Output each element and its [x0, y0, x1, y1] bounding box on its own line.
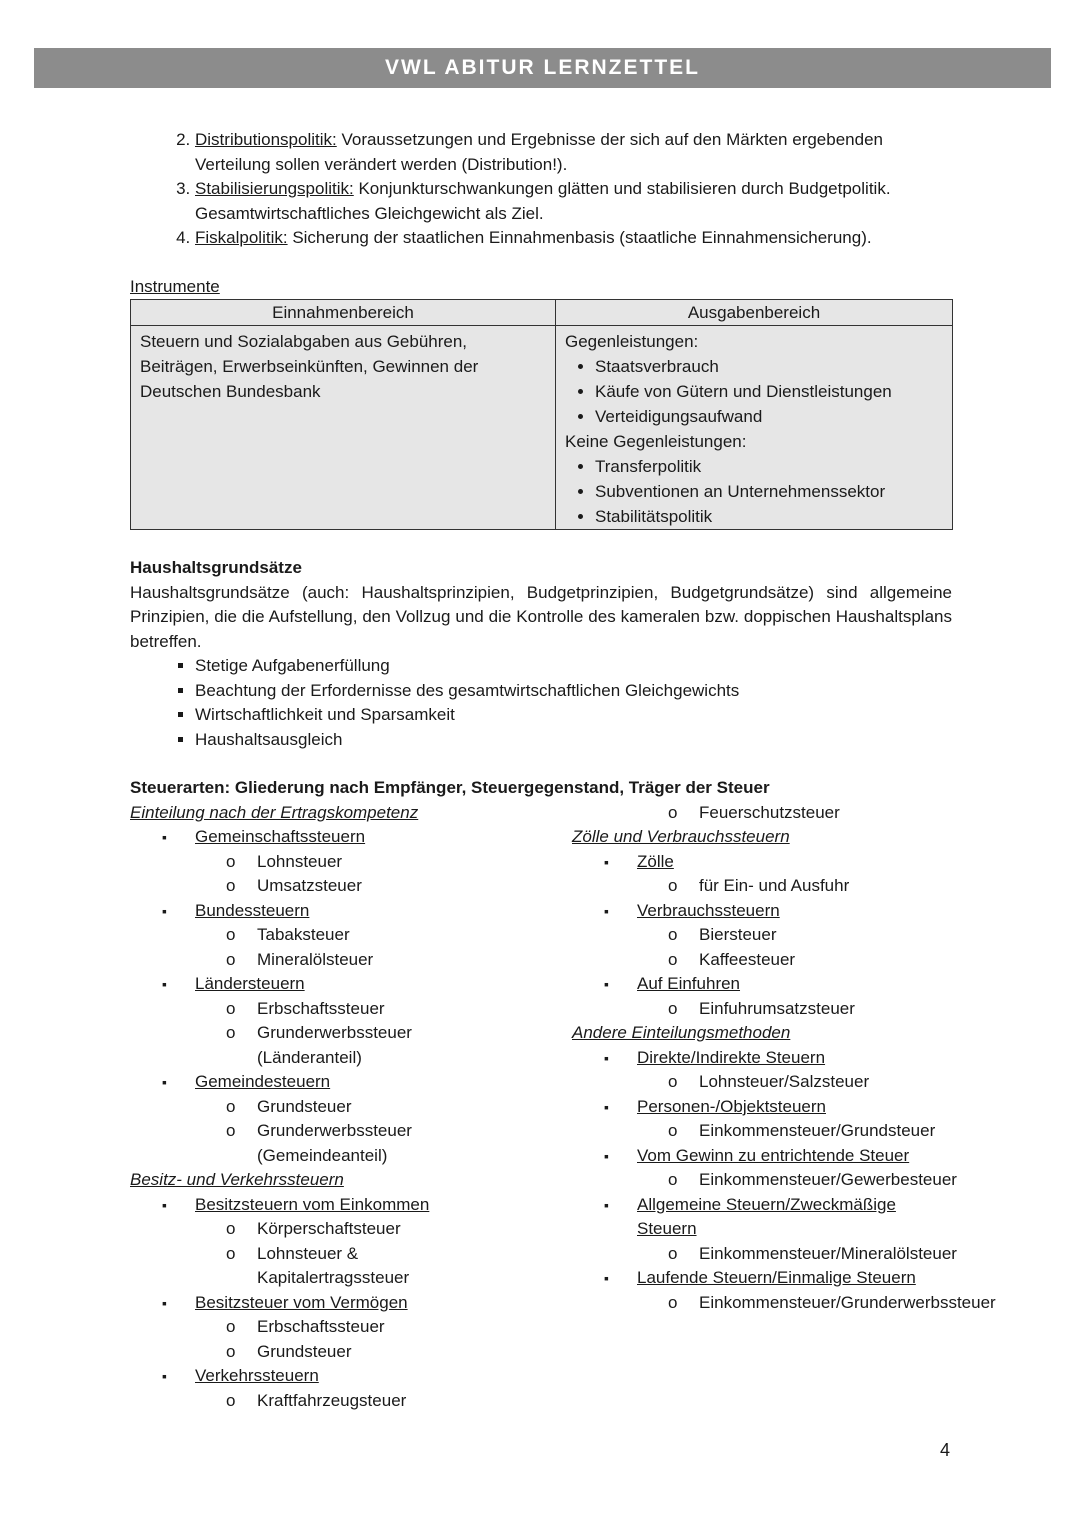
group-heading: Andere Einteilungsmethoden: [572, 1023, 791, 1042]
category-label: Verbrauchssteuern: [637, 900, 780, 920]
list-item: o Einkommensteuer/Grunderwerbssteuer: [572, 1291, 952, 1316]
list-item: o Erbschaftssteuer: [130, 1315, 510, 1340]
list-item: o Lohnsteuer: [130, 850, 510, 875]
list-item: o Umsatzsteuer: [130, 874, 510, 899]
category-label: Allgemeine Steuern/Zweckmäßige Steuern: [637, 1194, 896, 1238]
list-item: o Lohnsteuer & Kapitalertragssteuer: [130, 1242, 510, 1291]
category-label: Verkehrssteuern: [195, 1366, 319, 1385]
taxes-left-column: [130, 801, 510, 1414]
list-item: • Subventionen an Unternehmenssektor: [595, 479, 943, 504]
list-item: o Tabaksteuer: [130, 923, 510, 948]
list-item: o für Ein- und Ausfuhr: [572, 874, 952, 899]
list-item: • Käufe von Gütern und Dienstleistungen: [595, 379, 943, 404]
column-header: Einnahmenbereich: [131, 300, 556, 326]
group-label: Gegenleistungen:: [565, 332, 699, 351]
list-item: o Körperschaftsteuer: [130, 1217, 510, 1242]
goal-text: Voraussetzungen und Ergebnisse der sich auf den Märkten ergebenden Verteilung sollen verändert werden (Distribution!).: [195, 130, 883, 174]
expenditure-cell: [556, 326, 953, 530]
list-item: o Kraftfahrzeugsteuer: [130, 1389, 510, 1414]
list-item: o Lohnsteuer/Salzsteuer: [572, 1070, 952, 1095]
goal-text: Konjunkturschwankungen glätten und stabilisieren durch Budgetpolitik. Gesamtwirtschaftliches Gleichgewicht als Ziel.: [195, 179, 891, 223]
list-item: • Transferpolitik: [595, 454, 943, 479]
taxes-heading: Steuerarten: Gliederung nach Empfänger, Steuergegenstand, Träger der Steuer: [130, 778, 770, 797]
list-item: [195, 128, 952, 177]
list-item: • Staatsverbrauch: [595, 354, 943, 379]
list-item: o Einfuhrumsatzsteuer: [572, 997, 952, 1022]
category-label: Laufende Steuern/Einmalige Steuern: [637, 1268, 916, 1287]
category-label: Gemeindesteuern: [195, 1072, 331, 1091]
list-item: o Einkommensteuer/Mineralölsteuer: [572, 1242, 952, 1267]
taxes-columns: [130, 801, 996, 1414]
instruments-table: [130, 299, 953, 530]
budget-list: [130, 654, 952, 752]
goal-term: Stabilisierungspolitik:: [195, 179, 354, 198]
taxes-right-column: [572, 801, 996, 1414]
list-item: ▪ Stetige Aufgabenerfüllung: [195, 654, 952, 679]
category-label: Besitzsteuer vom Vermögen: [195, 1292, 408, 1312]
page-header: VWL ABITUR LERNZETTEL: [34, 48, 1051, 88]
list-item: • Stabilitätspolitik: [595, 504, 943, 529]
list-item: o Grundsteuer: [130, 1095, 510, 1120]
goal-term: Fiskalpolitik:: [195, 228, 288, 247]
category-label: Vom Gewinn zu entrichtende Steuer: [637, 1145, 910, 1165]
page-content: [130, 128, 996, 1413]
list-item: ▪ Wirtschaftlichkeit und Sparsamkeit: [195, 703, 952, 728]
list-item: o Einkommensteuer/Gewerbesteuer: [572, 1168, 952, 1193]
revenue-text: Steuern und Sozialabgaben aus Gebühren, Beiträgen, Erwerbseinkünften, Gewinnen der Deutschen Bundesbank: [140, 332, 479, 401]
revenue-cell: [131, 326, 556, 530]
column-header: Ausgabenbereich: [556, 300, 953, 326]
list-item: [195, 177, 952, 226]
page-number: 4: [940, 1440, 951, 1460]
category-label: Auf Einfuhren: [637, 974, 741, 993]
list-item: [195, 226, 952, 251]
category-label: Bundessteuern: [195, 900, 310, 920]
list-item: o Grunderwerbssteuer (Länderanteil): [130, 1021, 510, 1070]
group-heading: Einteilung nach der Ertragskompetenz: [130, 802, 419, 822]
group-label: Keine Gegenleistungen:: [565, 432, 747, 451]
goal-text: Sicherung der staatlichen Einnahmenbasis (staatliche Einnahmensicherung).: [287, 228, 872, 247]
list-item: o Biersteuer: [572, 923, 952, 948]
category-label: Direkte/Indirekte Steuern: [637, 1047, 826, 1067]
category-label: Besitzsteuern vom Einkommen: [195, 1194, 430, 1214]
group-heading: Zölle und Verbrauchssteuern: [572, 827, 790, 846]
list-item: o Feuerschutzsteuer: [572, 801, 952, 826]
goal-term: Distributionspolitik:: [195, 130, 337, 149]
policy-goals-list: [130, 128, 952, 251]
group-heading: Besitz- und Verkehrssteuern: [130, 1170, 344, 1189]
budget-intro: Haushaltsgrundsätze (auch: Haushaltsprinzipien, Budgetprinzipien, Budgetgrundsätze) sind allgemeine Prinzipien, die die Aufstellung, den Vollzug und die Kontrolle des kameralen bzw. doppischen Haushaltsplans betreffen.: [130, 582, 952, 651]
list-item: o Mineralölsteuer: [130, 948, 510, 973]
list-item: o Einkommensteuer/Grundsteuer: [572, 1119, 952, 1144]
category-label: Personen-/Objektsteuern: [637, 1096, 826, 1116]
category-label: Zölle: [637, 851, 674, 871]
list-item: ▪ Haushaltsausgleich: [195, 728, 952, 753]
list-item: o Grundsteuer: [130, 1340, 510, 1365]
list-item: o Kaffeesteuer: [572, 948, 952, 973]
category-label: Gemeinschaftssteuern: [195, 827, 366, 846]
budget-heading: Haushaltsgrundsätze: [130, 558, 302, 577]
list-item: o Grunderwerbssteuer (Gemeindeanteil): [130, 1119, 510, 1168]
list-item: • Verteidigungsaufwand: [595, 404, 943, 429]
list-item: o Erbschaftssteuer: [130, 997, 510, 1022]
instruments-heading: Instrumente: [130, 276, 220, 296]
list-item: ▪ Beachtung der Erfordernisse des gesamtwirtschaftlichen Gleichgewichts: [195, 679, 952, 704]
category-label: Ländersteuern: [195, 974, 305, 993]
